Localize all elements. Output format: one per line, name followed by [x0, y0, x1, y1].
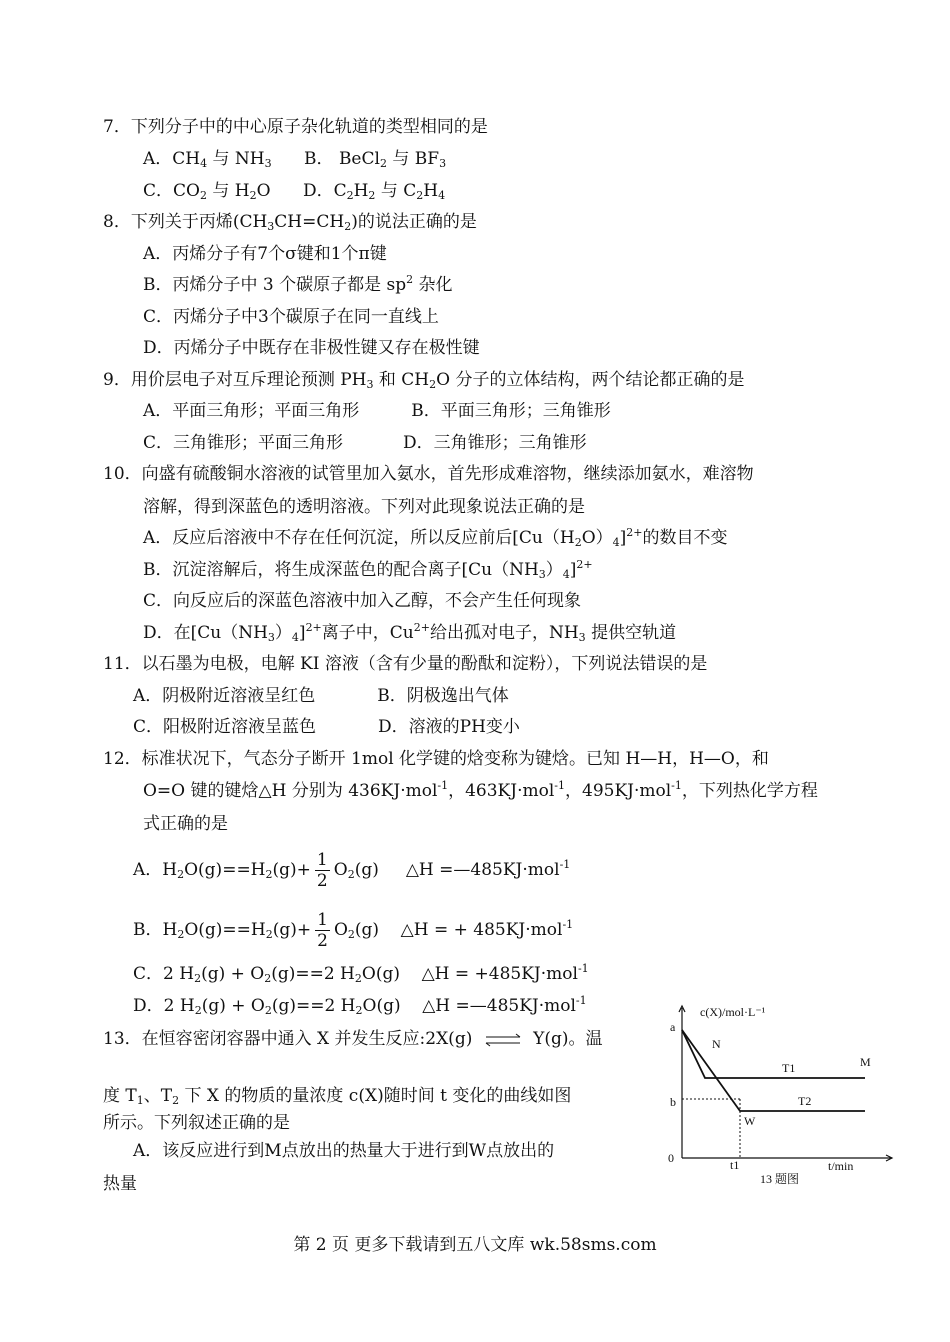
graph-caption: 13 题图 — [760, 1172, 800, 1186]
q8-option-a: A．丙烯分子有7个σ键和1个π键 — [143, 244, 387, 264]
q9-stem: 9．用价层电子对互斥理论预测 $PH_3$ 和 $CH_2O$ 分子的立体结构，两个结论都正确的是 — [103, 370, 745, 391]
q13-option-a-text: 该反应进行到M点放出的热量大于进行到W点放出的 — [162, 1141, 555, 1161]
q10-option-c: C．向反应后的深蓝色溶液中加入乙醇，不会产生任何现象 — [143, 591, 582, 611]
q11-option-a-text: 阴极附近溶液呈红色 — [162, 686, 316, 706]
w-point-label: W — [744, 1114, 756, 1128]
q11-options-ab: A．阴极附近溶液呈红色 B．阴极逸出气体 — [133, 686, 509, 706]
m-point-label: M — [860, 1055, 871, 1069]
q9-option-c-text: 三角锥形；平面三角形 — [173, 433, 344, 453]
q12-stem-1: 12．标准状况下，气态分子断开 1mol 化学键的焓变称为键焓。已知 H—H，H—O，和 — [103, 749, 769, 769]
q12-stem-2: O=O 键的键焓△H 分别为 436KJ·mol$^{-1}$，463KJ·mol$^{-1}$，495KJ·mol$^{-1}$，下列热化学方程 — [143, 779, 818, 801]
t1-label: t1 — [730, 1158, 740, 1172]
q11-stem: 11．以石墨为电极，电解 KI 溶液（含有少量的酚酞和淀粉），下列说法错误的是 — [103, 654, 708, 674]
q11-option-c-text: 阳极附近溶液呈蓝色 — [163, 717, 317, 737]
t2-curve-label: T2 — [798, 1094, 812, 1108]
q12-option-b: B．$H_2O(g)==H_2(g)+$ $\frac{1}{2}$ $O_2(g)$ △H = + 485KJ·mol$^{-1}$ — [133, 910, 574, 951]
x-axis-label: t/min — [828, 1159, 854, 1173]
q8-option-c-text: 丙烯分子中3个碳原子在同一直线上 — [173, 307, 439, 327]
page-footer: 第 2 页 更多下载请到五八文库 wk.58sms.com — [293, 1235, 657, 1255]
n-point-label: N — [712, 1037, 721, 1051]
origin-label: 0 — [668, 1151, 674, 1165]
q12-option-c: C．2 $H_2(g) + O_2(g)==2$ $H_2O(g)$ △H = +485KJ·mol$^{-1}$ — [133, 962, 589, 985]
q7-stem: 7．下列分子中的中心原子杂化轨道的类型相同的是 — [103, 117, 488, 137]
q9-option-d-text: 三角锥形；三角锥形 — [433, 433, 587, 453]
q12-option-a: A．$H_2O(g)==H_2(g)+$ $\frac{1}{2}$ $O_2(g)$ △H =—485KJ·mol$^{-1}$ — [133, 850, 571, 891]
q8-option-d-text: 丙烯分子中既存在非极性键又存在极性键 — [173, 338, 480, 358]
q10-option-d: D．在$[Cu(NH_3)_4]^{2+}$离子中，$Cu^{2+}$给出孤对电子，$NH_3$ 提供空轨道 — [143, 621, 677, 644]
q8-option-d: D．丙烯分子中既存在非极性键又存在极性键 — [143, 338, 480, 358]
q8-option-b: B．丙烯分子中 3 个碳原子都是 $sp^2$ 杂化 — [143, 273, 453, 295]
q8-stem: 8．下列关于丙烯$(CH_3CH=CH_2)$的说法正确的是 — [103, 212, 477, 233]
q10-option-a: A．反应后溶液中不存在任何沉淀，所以反应前后$[Cu(H_2O)_4]^{2+}$的数目不变 — [143, 526, 728, 549]
q10-stem-1: 10．向盛有硫酸铜水溶液的试管里加入氨水，首先形成难溶物，继续添加氨水，难溶物 — [103, 464, 754, 484]
q10-stem-2: 溶解，得到深蓝色的透明溶液。下列对此现象说法正确的是 — [143, 497, 585, 517]
q13-stem-2: 度 $T_1$、$T_2$ 下 X 的物质的量浓度 c(X)随时间 t 变化的曲线如图 — [103, 1086, 572, 1107]
q13-stem-1: 13．在恒容密闭容器中通入 X 并发生反应:2X(g) Y(g)。温 — [103, 1029, 603, 1049]
q9-options-cd: C．三角锥形；平面三角形 D．三角锥形；三角锥形 — [143, 433, 587, 453]
b-label: b — [670, 1095, 676, 1109]
q13-option-a-text-cont: 热量 — [103, 1174, 137, 1194]
t1-curve-label: T1 — [782, 1061, 796, 1075]
q7-stem-text: 下列分子中的中心原子杂化轨道的类型相同的是 — [130, 117, 488, 137]
t1-curve — [682, 1030, 865, 1078]
q13-option-a-cont — [103, 1173, 137, 1195]
q8-option-a-text: 丙烯分子有7个σ键和1个π键 — [172, 244, 387, 264]
a-label: a — [670, 1020, 676, 1034]
q13-concentration-graph — [660, 998, 900, 1198]
q11-option-b-text: 阴极逸出气体 — [406, 686, 509, 706]
q8-option-c: C．丙烯分子中3个碳原子在同一直线上 — [143, 307, 439, 327]
q11-options-cd: C．阳极附近溶液呈蓝色 D．溶液的PH变小 — [133, 717, 520, 737]
q9-option-b-text: 平面三角形；三角锥形 — [440, 401, 611, 421]
q7-options-cd: C．$CO_2$ 与 $H_2O$ D．$C_2H_2$ 与 $C_2H_4$ — [143, 181, 446, 202]
q12-stem-3: 式正确的是 — [143, 814, 228, 834]
y-axis-label: c(X)/mol·L⁻¹ — [700, 1005, 766, 1019]
q10-option-b: B．沉淀溶解后，将生成深蓝色的配合离子$[Cu(NH_3)_4]^{2+}$ — [143, 558, 593, 581]
q13-stem-3: 所示。下列叙述正确的是 — [103, 1113, 290, 1133]
q7-options-ab: A．$CH_4$ 与 $NH_3$ B． BeCl$_2$ 与 $BF_3$ — [143, 149, 447, 170]
q9-option-a-text: 平面三角形；平面三角形 — [172, 401, 360, 421]
q12-option-d: D．2 $H_2(g) + O_2(g)==2$ $H_2O(g)$ △H =—485KJ·mol$^{-1}$ — [133, 994, 587, 1017]
t2-curve — [682, 1030, 865, 1111]
equilibrium-arrow-icon — [478, 1029, 528, 1051]
q9-options-ab: A．平面三角形；平面三角形 B．平面三角形；三角锥形 — [143, 401, 611, 421]
q13-option-a: A．该反应进行到M点放出的热量大于进行到W点放出的 — [133, 1141, 555, 1161]
q11-option-d-text: 溶液的PH变小 — [408, 717, 520, 737]
